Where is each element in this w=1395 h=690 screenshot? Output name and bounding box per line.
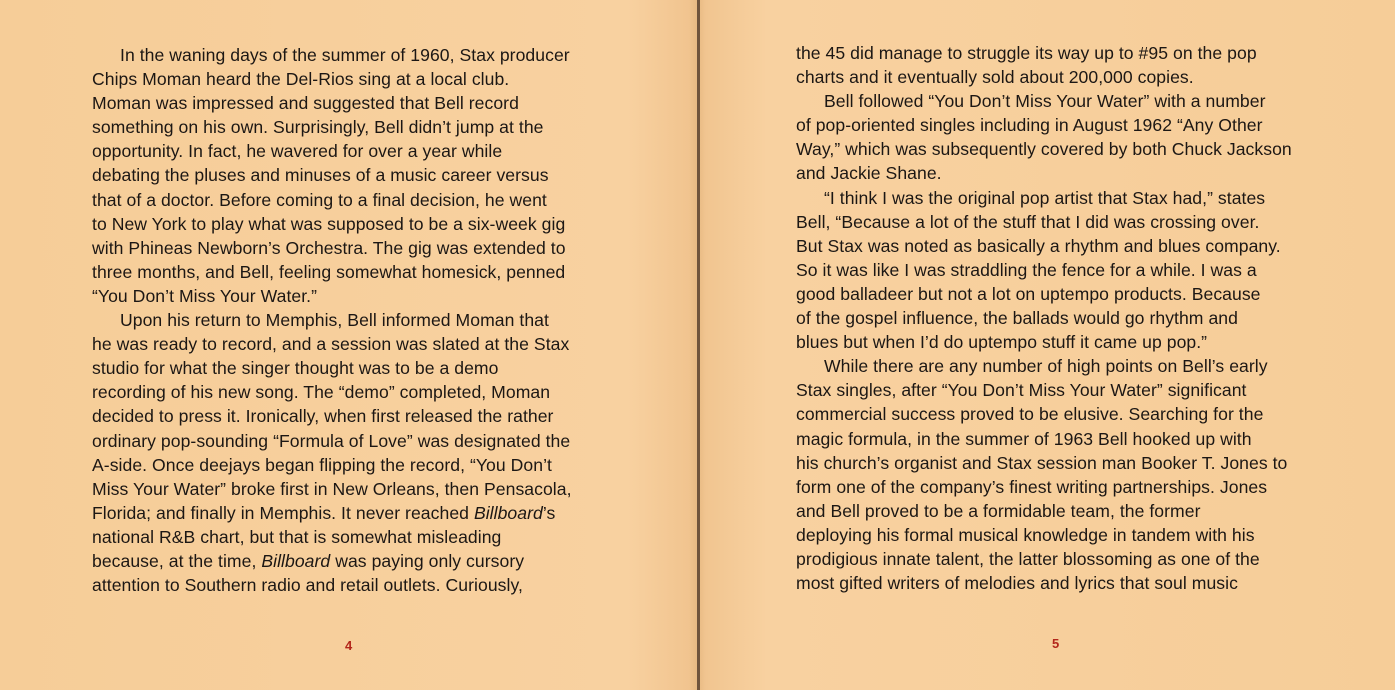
text-line: In the waning days of the summer of 1960, Stax producer xyxy=(120,45,570,65)
text-fragment: ’s xyxy=(542,502,556,523)
text-line: his church’s organist and Stax session man Booker T. Jones to xyxy=(796,452,1288,473)
text-line: Way,” which was subsequently covered by both Chuck Jackson xyxy=(796,139,1292,160)
text-line: Chips Moman heard the Del-Rios sing at a local club. xyxy=(92,69,510,90)
text-line xyxy=(92,549,622,573)
text-line: Miss Your Water” broke first in New Orleans, then Pensacola, xyxy=(92,478,572,499)
text-line xyxy=(92,501,622,525)
text-line: attention to Southern radio and retail outlets. Curiously, xyxy=(92,575,523,596)
publication-title: Billboard xyxy=(261,550,331,571)
text-line: recording of his new song. The “demo” completed, Moman xyxy=(92,382,551,403)
text-line: most gifted writers of melodies and lyrics that soul music xyxy=(796,573,1238,594)
text-line: Stax singles, after “You Don’t Miss Your Water” significant xyxy=(796,380,1247,401)
page-number-left: 4 xyxy=(345,638,353,653)
page-number-right: 5 xyxy=(1052,636,1060,651)
text-line: blues but when I’d do uptempo stuff it came up pop.” xyxy=(796,332,1208,353)
text-line: charts and it eventually sold about 200,000 copies. xyxy=(796,67,1194,88)
text-line: three months, and Bell, feeling somewhat homesick, penned xyxy=(92,261,566,282)
text-line: and Jackie Shane. xyxy=(796,163,942,184)
text-line: of the gospel influence, the ballads would go rhythm and xyxy=(796,308,1238,329)
text-line: form one of the company’s finest writing partnerships. Jones xyxy=(796,476,1268,497)
text-line: Bell, “Because a lot of the stuff that I did was crossing over. xyxy=(796,211,1260,232)
text-line: decided to press it. Ironically, when first released the rather xyxy=(92,406,554,427)
text-line: good balladeer but not a lot on uptempo products. Because xyxy=(796,283,1261,304)
text-line: prodigious innate talent, the latter blossoming as one of the xyxy=(796,548,1260,569)
text-line: and Bell proved to be a formidable team, the former xyxy=(796,500,1201,521)
left-page xyxy=(0,0,697,690)
text-line: So it was like I was straddling the fence for a while. I was a xyxy=(796,259,1257,280)
text-line: studio for what the singer thought was to be a demo xyxy=(92,358,499,379)
text-line: national R&B chart, but that is somewhat misleading xyxy=(92,526,502,547)
publication-title: Billboard xyxy=(473,502,543,523)
text-line: with Phineas Newborn’s Orchestra. The gig was extended to xyxy=(92,237,566,258)
text-line: to New York to play what was supposed to be a six-week gig xyxy=(92,213,566,234)
text-line: that of a doctor. Before coming to a final decision, he went xyxy=(92,189,547,210)
text-line: But Stax was noted as basically a rhythm and blues company. xyxy=(796,235,1281,256)
right-page xyxy=(700,0,1395,690)
text-line: of pop-oriented singles including in August 1962 “Any Other xyxy=(796,115,1263,136)
text-line: he was ready to record, and a session was slated at the Stax xyxy=(92,334,570,355)
text-line: something on his own. Surprisingly, Bell didn’t jump at the xyxy=(92,117,544,138)
text-line: deploying his formal musical knowledge in tandem with his xyxy=(796,524,1255,545)
text-line: the 45 did manage to struggle its way up to #95 on the pop xyxy=(796,43,1257,63)
text-line: opportunity. In fact, he wavered for over a year while xyxy=(92,141,503,162)
text-line: A-side. Once deejays began flipping the record, “You Don’t xyxy=(92,454,552,475)
text-line: Bell followed “You Don’t Miss Your Water” with a number xyxy=(824,91,1266,112)
text-line: Moman was impressed and suggested that Bell record xyxy=(92,93,519,114)
text-fragment: was paying only cursory xyxy=(330,550,525,571)
left-page-text xyxy=(92,43,622,597)
text-line: ordinary pop-sounding “Formula of Love” was designated the xyxy=(92,430,571,451)
text-line: commercial success proved to be elusive. Searching for the xyxy=(796,404,1264,425)
text-fragment: because, at the time, xyxy=(92,550,262,571)
text-line: While there are any number of high points on Bell’s early xyxy=(824,356,1268,377)
right-page-text xyxy=(796,41,1326,595)
text-line: magic formula, in the summer of 1963 Bell hooked up with xyxy=(796,428,1252,449)
text-line: “I think I was the original pop artist that Stax had,” states xyxy=(824,187,1266,208)
text-line: debating the pluses and minuses of a music career versus xyxy=(92,165,549,186)
text-fragment: Florida; and finally in Memphis. It never reached xyxy=(92,502,474,523)
text-line: “You Don’t Miss Your Water.” xyxy=(92,285,318,306)
text-line: Upon his return to Memphis, Bell informed Moman that xyxy=(120,310,549,331)
